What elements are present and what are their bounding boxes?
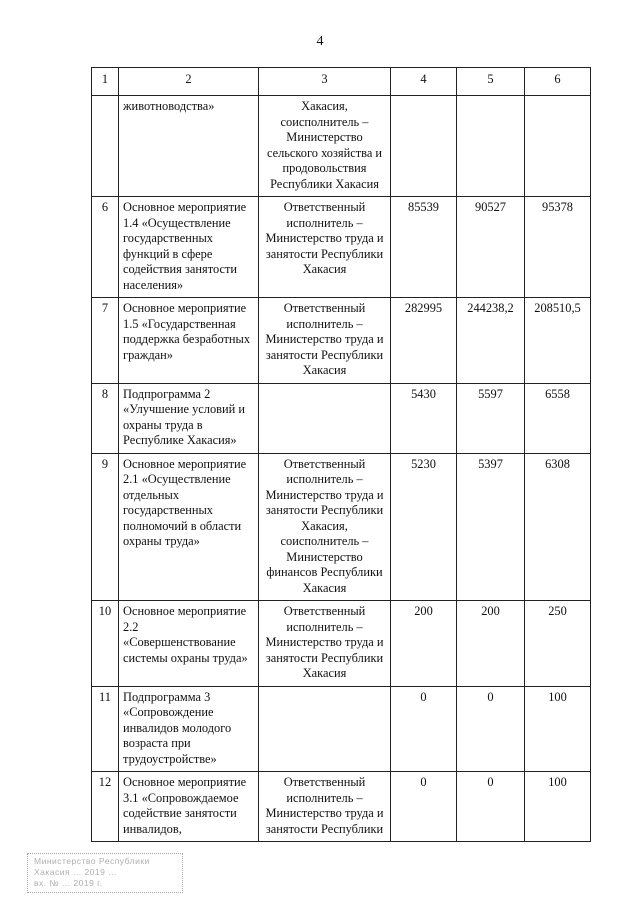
row-number: 8 [92,383,119,453]
header-cell: 5 [457,68,525,96]
table-row [92,601,591,687]
value-col4: 282995 [391,298,457,384]
header-cell: 1 [92,68,119,96]
value-col4: 200 [391,601,457,687]
header-cell: 3 [259,68,391,96]
table-row [92,96,591,197]
row-number: 6 [92,197,119,298]
stamp-line: вх. № ... 2019 г. [34,878,103,888]
measure-name: Подпрограмма 3 «Сопровождение инвалидов молодого возраста при трудоустройстве» [119,686,259,772]
table-row [92,298,591,384]
executor [259,383,391,453]
header-cell: 2 [119,68,259,96]
value-col5 [457,96,525,197]
executor: Ответственный исполнитель – Министерство труда и занятости Республики Хакасия [259,601,391,687]
measure-name: Подпрограмма 2 «Улучшение условий и охраны труда в Республике Хакасия» [119,383,259,453]
stamp-line: Министерство Республики [34,856,150,866]
value-col6: 95378 [525,197,591,298]
value-col6: 100 [525,772,591,842]
executor [259,686,391,772]
table-header-row [92,68,591,96]
value-col6: 6558 [525,383,591,453]
measure-name: Основное мероприятие 2.2 «Совершенствование системы охраны труда» [119,601,259,687]
executor: Ответственный исполнитель – Министерство труда и занятости Республики Хакасия [259,197,391,298]
measure-name: животноводства» [119,96,259,197]
value-col5: 5597 [457,383,525,453]
measure-name: Основное мероприятие 1.4 «Осуществление государственных функций в сфере содействия занятости населения» [119,197,259,298]
table-row [92,383,591,453]
value-col4: 5230 [391,453,457,601]
value-col5: 0 [457,686,525,772]
value-col6 [525,96,591,197]
table-row [92,453,591,601]
value-col4: 0 [391,772,457,842]
value-col4: 0 [391,686,457,772]
measure-name: Основное мероприятие 3.1 «Сопровождаемое содействие занятости инвалидов, [119,772,259,842]
value-col5: 200 [457,601,525,687]
value-col4: 85539 [391,197,457,298]
row-number: 7 [92,298,119,384]
value-col6: 250 [525,601,591,687]
value-col5: 244238,2 [457,298,525,384]
measure-name: Основное мероприятие 2.1 «Осуществление отдельных государственных полномочий в области охраны труда» [119,453,259,601]
row-number: 11 [92,686,119,772]
registration-stamp [27,853,183,893]
row-number: 9 [92,453,119,601]
value-col6: 100 [525,686,591,772]
table-row [92,772,591,842]
value-col6: 6308 [525,453,591,601]
value-col5: 5397 [457,453,525,601]
row-number: 10 [92,601,119,687]
executor: Ответственный исполнитель – Министерство труда и занятости Республики Хакасия [259,298,391,384]
value-col5: 90527 [457,197,525,298]
executor: Ответственный исполнитель – Министерство труда и занятости Республики Хакасия, соисполнитель – Министерство финансов Республики Хакасия [259,453,391,601]
table-row [92,197,591,298]
header-cell: 4 [391,68,457,96]
value-col6: 208510,5 [525,298,591,384]
measure-name: Основное мероприятие 1.5 «Государственная поддержка безработных граждан» [119,298,259,384]
table-row [92,686,591,772]
header-cell: 6 [525,68,591,96]
row-number: 12 [92,772,119,842]
row-number [92,96,119,197]
program-table [91,67,591,842]
value-col5: 0 [457,772,525,842]
value-col4: 5430 [391,383,457,453]
executor: Ответственный исполнитель – Министерство труда и занятости Республики [259,772,391,842]
executor: Хакасия, соисполнитель – Министерство сельского хозяйства и продовольствия Республики Хакасия [259,96,391,197]
page-number: 4 [316,34,324,49]
value-col4 [391,96,457,197]
stamp-line: Хакасия ... 2019 ... [34,867,117,877]
